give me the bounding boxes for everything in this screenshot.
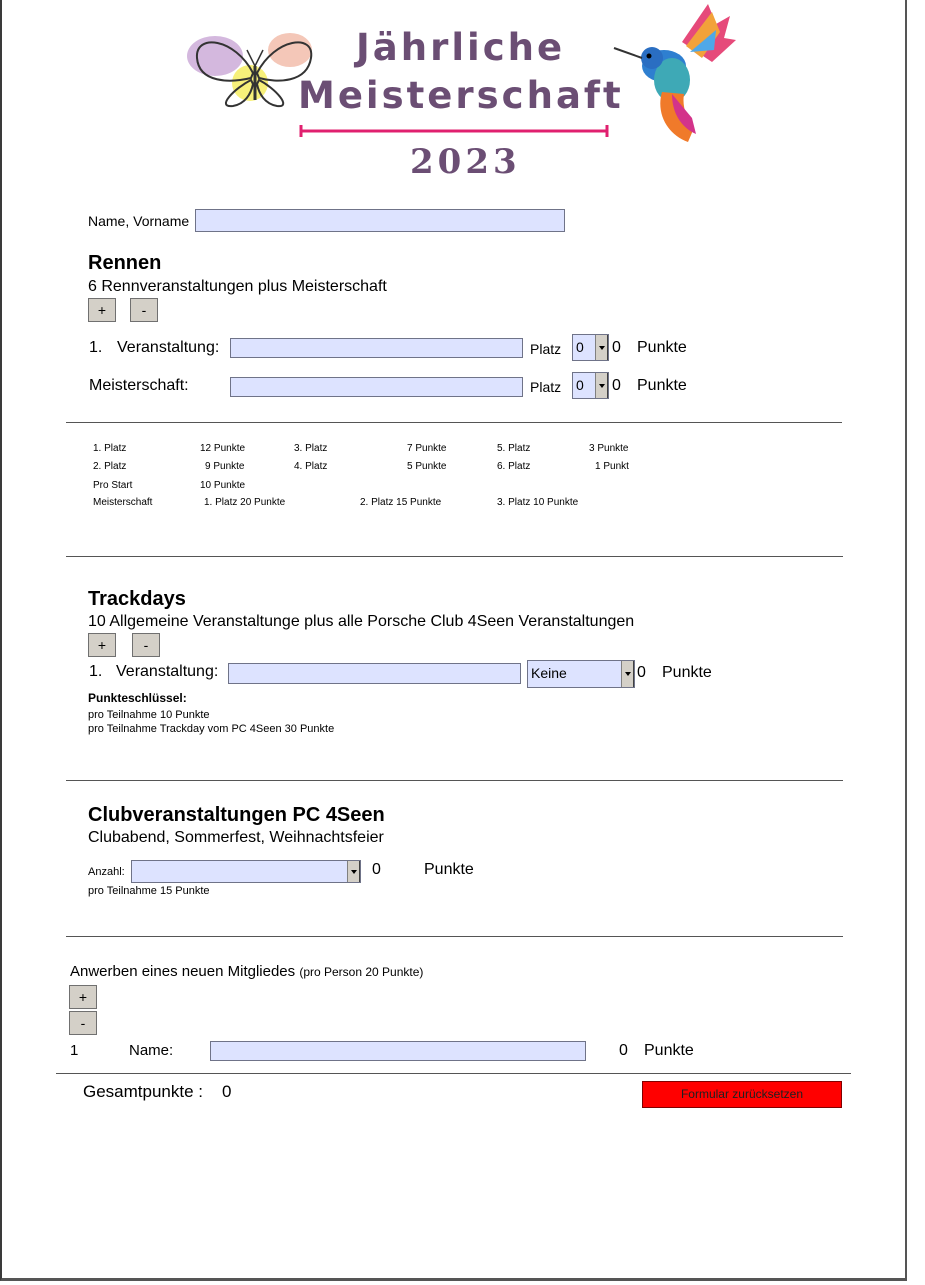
trackdays-subtitle: 10 Allgemeine Veranstaltunge plus alle Porsche Club 4Seen Veranstaltungen bbox=[88, 613, 635, 630]
trackdays-type-value: Keine bbox=[531, 665, 567, 681]
meister-input[interactable] bbox=[230, 377, 523, 397]
trackdays-key-title: Punkteschlüssel: bbox=[88, 691, 187, 705]
rennen-event-points: 0 bbox=[612, 339, 621, 356]
trackdays-event-points: 0 bbox=[637, 664, 646, 681]
club-subtitle: Clubabend, Sommerfest, Weihnachtsfeier bbox=[88, 829, 384, 846]
meister-platz-select[interactable] bbox=[572, 372, 609, 399]
key-cell: 2. Platz bbox=[93, 461, 127, 472]
divider bbox=[66, 780, 843, 781]
key-cell: 3. Platz 10 Punkte bbox=[497, 497, 579, 508]
trackdays-remove-button[interactable]: - bbox=[132, 633, 160, 657]
title-underline bbox=[298, 124, 610, 138]
chevron-down-icon bbox=[621, 661, 634, 687]
recruit-points-label: Punkte bbox=[644, 1042, 694, 1059]
recruit-remove-button[interactable]: - bbox=[69, 1011, 97, 1035]
title-line-1: Jährliche bbox=[356, 26, 566, 69]
key-cell: 6. Platz bbox=[497, 461, 531, 472]
rennen-add-button[interactable]: + bbox=[88, 298, 116, 322]
year-label: 2023 bbox=[410, 142, 521, 182]
recruit-heading-text: Anwerben eines neuen Mitgliedes bbox=[70, 963, 296, 980]
club-heading: Clubveranstaltungen PC 4Seen bbox=[88, 804, 385, 826]
key-cell: 7 Punkte bbox=[407, 443, 447, 454]
recruit-points: 0 bbox=[619, 1042, 628, 1059]
rennen-event-platz-label: Platz bbox=[530, 341, 562, 357]
rennen-event-points-label: Punkte bbox=[637, 339, 687, 356]
recruit-name-input[interactable] bbox=[210, 1041, 586, 1061]
reset-form-button[interactable]: Formular zurücksetzen bbox=[642, 1081, 842, 1108]
divider bbox=[66, 936, 843, 937]
recruit-add-button[interactable]: + bbox=[69, 985, 97, 1009]
key-cell: Meisterschaft bbox=[93, 497, 153, 508]
trackdays-event-points-label: Punkte bbox=[662, 664, 712, 681]
rennen-event-label: Veranstaltung: bbox=[117, 339, 220, 356]
rennen-remove-button[interactable]: - bbox=[130, 298, 158, 322]
divider bbox=[66, 422, 842, 423]
trackdays-type-select[interactable] bbox=[527, 660, 635, 688]
rennen-event-platz-select[interactable] bbox=[572, 334, 609, 361]
recruit-heading bbox=[70, 963, 423, 980]
total-label: Gesamtpunkte : bbox=[83, 1082, 204, 1101]
chevron-down-icon bbox=[347, 861, 360, 882]
club-note: pro Teilnahme 15 Punkte bbox=[88, 885, 210, 897]
club-points: 0 bbox=[372, 861, 381, 878]
trackdays-event-number: 1. bbox=[89, 663, 103, 680]
rennen-heading: Rennen bbox=[88, 252, 162, 274]
key-cell: 3 Punkte bbox=[589, 443, 629, 454]
key-cell: 1. Platz 20 Punkte bbox=[204, 497, 286, 508]
title-line-2: Meisterschaft bbox=[298, 74, 624, 117]
key-cell: 3. Platz bbox=[294, 443, 328, 454]
meister-platz-label: Platz bbox=[530, 379, 562, 395]
name-label: Name, Vorname bbox=[88, 213, 190, 229]
key-cell: 12 Punkte bbox=[200, 443, 246, 454]
trackdays-heading: Trackdays bbox=[88, 588, 186, 610]
key-cell: Pro Start bbox=[93, 480, 133, 491]
trackdays-event-label: Veranstaltung: bbox=[116, 663, 219, 680]
rennen-event-number: 1. bbox=[89, 339, 103, 356]
trackdays-key-line-2: pro Teilnahme Trackday vom PC 4Seen 30 Punkte bbox=[88, 723, 335, 735]
key-cell: 5. Platz bbox=[497, 443, 531, 454]
meister-points: 0 bbox=[612, 377, 621, 394]
hummingbird-icon bbox=[612, 2, 737, 144]
trackdays-event-input[interactable] bbox=[228, 663, 521, 684]
meister-platz-value: 0 bbox=[576, 377, 584, 393]
recruit-heading-note: (pro Person 20 Punkte) bbox=[299, 965, 424, 979]
divider bbox=[56, 1073, 851, 1074]
name-input[interactable] bbox=[195, 209, 565, 232]
key-cell: 10 Punkte bbox=[200, 480, 246, 491]
recruit-name-label: Name: bbox=[129, 1042, 174, 1059]
chevron-down-icon bbox=[595, 335, 608, 360]
rennen-event-input[interactable] bbox=[230, 338, 523, 358]
total-value: 0 bbox=[222, 1082, 232, 1101]
club-count-label: Anzahl: bbox=[88, 866, 125, 878]
divider bbox=[66, 556, 843, 557]
club-points-label: Punkte bbox=[424, 861, 474, 878]
key-cell: 5 Punkte bbox=[407, 461, 447, 472]
key-cell: 4. Platz bbox=[294, 461, 328, 472]
chevron-down-icon bbox=[595, 373, 608, 398]
recruit-number: 1 bbox=[70, 1042, 79, 1059]
key-cell: 1. Platz bbox=[93, 443, 127, 454]
meister-label: Meisterschaft: bbox=[89, 377, 189, 394]
rennen-event-platz-value: 0 bbox=[576, 339, 584, 355]
club-count-select[interactable] bbox=[131, 860, 361, 883]
trackdays-key-line-1: pro Teilnahme 10 Punkte bbox=[88, 709, 210, 721]
trackdays-add-button[interactable]: + bbox=[88, 633, 116, 657]
key-cell: 1 Punkt bbox=[595, 461, 629, 472]
meister-points-label: Punkte bbox=[637, 377, 687, 394]
rennen-subtitle: 6 Rennveranstaltungen plus Meisterschaft bbox=[88, 278, 387, 295]
key-cell: 2. Platz 15 Punkte bbox=[360, 497, 442, 508]
key-cell: 9 Punkte bbox=[205, 461, 245, 472]
